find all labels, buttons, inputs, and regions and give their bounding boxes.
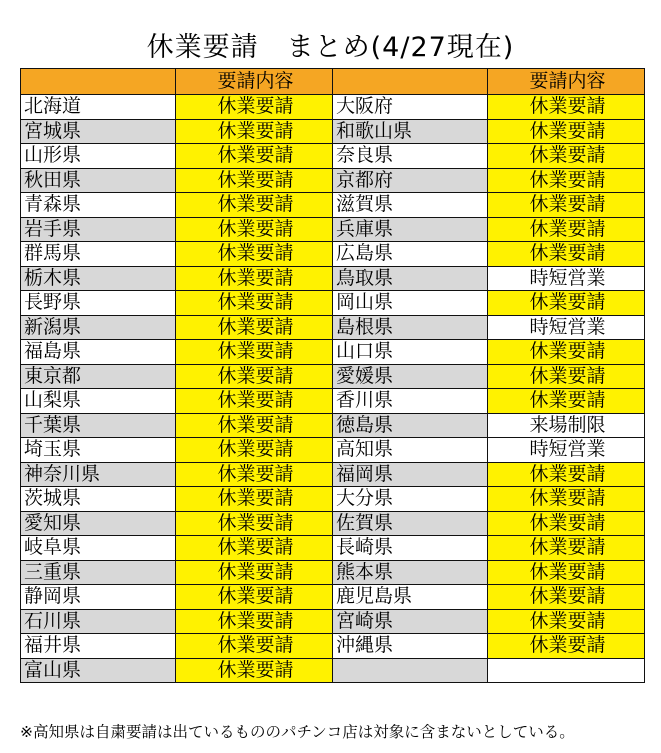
left-prefecture-cell: 長野県 <box>21 291 176 316</box>
table-row <box>21 340 645 365</box>
right-prefecture-cell: 鹿児島県 <box>333 585 488 610</box>
left-prefecture-cell: 山梨県 <box>21 389 176 414</box>
right-request-cell: 時短営業 <box>488 266 645 291</box>
left-request-cell: 休業要請 <box>176 242 333 267</box>
right-request-cell <box>488 658 645 683</box>
left-prefecture-cell: 福井県 <box>21 634 176 659</box>
right-prefecture-cell: 大阪府 <box>333 95 488 120</box>
left-request-cell: 休業要請 <box>176 585 333 610</box>
right-prefecture-cell: 佐賀県 <box>333 511 488 536</box>
right-request-cell: 休業要請 <box>488 609 645 634</box>
right-request-cell: 休業要請 <box>488 634 645 659</box>
left-prefecture-cell: 宮城県 <box>21 119 176 144</box>
table-row <box>21 266 645 291</box>
right-request-cell: 休業要請 <box>488 560 645 585</box>
left-request-cell: 休業要請 <box>176 193 333 218</box>
left-prefecture-cell: 三重県 <box>21 560 176 585</box>
left-request-cell: 休業要請 <box>176 364 333 389</box>
left-request-cell: 休業要請 <box>176 291 333 316</box>
right-request-cell: 休業要請 <box>488 168 645 193</box>
left-request-cell: 休業要請 <box>176 340 333 365</box>
right-prefecture-cell: 長崎県 <box>333 536 488 561</box>
left-request-cell: 休業要請 <box>176 266 333 291</box>
table-row <box>21 168 645 193</box>
right-prefecture-cell: 香川県 <box>333 389 488 414</box>
left-prefecture-cell: 栃木県 <box>21 266 176 291</box>
left-prefecture-cell: 北海道 <box>21 95 176 120</box>
header-right-prefecture <box>333 69 488 95</box>
left-request-cell: 休業要請 <box>176 389 333 414</box>
left-prefecture-cell: 茨城県 <box>21 487 176 512</box>
table-row <box>21 291 645 316</box>
left-request-cell: 休業要請 <box>176 560 333 585</box>
right-request-cell: 休業要請 <box>488 242 645 267</box>
right-request-cell: 休業要請 <box>488 536 645 561</box>
left-request-cell: 休業要請 <box>176 634 333 659</box>
table-row <box>21 487 645 512</box>
footnote: ※高知県は自粛要請は出ているもののパチンコ店は対象に含まないとしている。 <box>20 723 575 741</box>
right-request-cell: 時短営業 <box>488 438 645 463</box>
left-prefecture-cell: 岩手県 <box>21 217 176 242</box>
left-prefecture-cell: 山形県 <box>21 144 176 169</box>
left-prefecture-cell: 岐阜県 <box>21 536 176 561</box>
left-prefecture-cell: 神奈川県 <box>21 462 176 487</box>
right-prefecture-cell: 兵庫県 <box>333 217 488 242</box>
header-left-prefecture <box>21 69 176 95</box>
left-prefecture-cell: 石川県 <box>21 609 176 634</box>
left-request-cell: 休業要請 <box>176 95 333 120</box>
left-request-cell: 休業要請 <box>176 511 333 536</box>
left-prefecture-cell: 福島県 <box>21 340 176 365</box>
right-request-cell: 休業要請 <box>488 511 645 536</box>
left-request-cell: 休業要請 <box>176 487 333 512</box>
right-request-cell: 休業要請 <box>488 144 645 169</box>
left-request-cell: 休業要請 <box>176 658 333 683</box>
right-request-cell: 時短営業 <box>488 315 645 340</box>
right-prefecture-cell: 愛媛県 <box>333 364 488 389</box>
right-request-cell: 休業要請 <box>488 119 645 144</box>
left-prefecture-cell: 新潟県 <box>21 315 176 340</box>
table-row <box>21 413 645 438</box>
left-prefecture-cell: 東京都 <box>21 364 176 389</box>
table-row <box>21 364 645 389</box>
right-request-cell: 休業要請 <box>488 193 645 218</box>
table-row <box>21 242 645 267</box>
left-prefecture-cell: 群馬県 <box>21 242 176 267</box>
left-prefecture-cell: 千葉県 <box>21 413 176 438</box>
table-row <box>21 438 645 463</box>
right-request-cell: 休業要請 <box>488 389 645 414</box>
table-row <box>21 119 645 144</box>
table-row <box>21 609 645 634</box>
left-prefecture-cell: 埼玉県 <box>21 438 176 463</box>
left-prefecture-cell: 愛知県 <box>21 511 176 536</box>
right-prefecture-cell: 広島県 <box>333 242 488 267</box>
table-row <box>21 634 645 659</box>
left-prefecture-cell: 青森県 <box>21 193 176 218</box>
right-request-cell: 休業要請 <box>488 585 645 610</box>
table-row <box>21 95 645 120</box>
right-prefecture-cell: 奈良県 <box>333 144 488 169</box>
header-right-request: 要請内容 <box>488 69 645 95</box>
right-request-cell: 来場制限 <box>488 413 645 438</box>
left-request-cell: 休業要請 <box>176 462 333 487</box>
right-prefecture-cell: 島根県 <box>333 315 488 340</box>
right-prefecture-cell: 山口県 <box>333 340 488 365</box>
table-row <box>21 560 645 585</box>
left-prefecture-cell: 秋田県 <box>21 168 176 193</box>
right-prefecture-cell: 福岡県 <box>333 462 488 487</box>
right-prefecture-cell: 滋賀県 <box>333 193 488 218</box>
right-prefecture-cell: 熊本県 <box>333 560 488 585</box>
table-row <box>21 462 645 487</box>
right-request-cell: 休業要請 <box>488 487 645 512</box>
table-row <box>21 217 645 242</box>
left-request-cell: 休業要請 <box>176 144 333 169</box>
right-request-cell: 休業要請 <box>488 340 645 365</box>
table-row <box>21 144 645 169</box>
right-prefecture-cell: 和歌山県 <box>333 119 488 144</box>
header-left-request: 要請内容 <box>176 69 333 95</box>
left-request-cell: 休業要請 <box>176 315 333 340</box>
table-row <box>21 511 645 536</box>
left-request-cell: 休業要請 <box>176 536 333 561</box>
left-request-cell: 休業要請 <box>176 119 333 144</box>
table-row <box>21 315 645 340</box>
left-request-cell: 休業要請 <box>176 168 333 193</box>
right-prefecture-cell: 鳥取県 <box>333 266 488 291</box>
right-prefecture-cell: 岡山県 <box>333 291 488 316</box>
right-request-cell: 休業要請 <box>488 291 645 316</box>
right-prefecture-cell: 京都府 <box>333 168 488 193</box>
table-row <box>21 193 645 218</box>
left-request-cell: 休業要請 <box>176 217 333 242</box>
right-request-cell: 休業要請 <box>488 217 645 242</box>
table-header-row <box>21 69 645 95</box>
right-prefecture-cell: 沖縄県 <box>333 634 488 659</box>
left-request-cell: 休業要請 <box>176 438 333 463</box>
left-prefecture-cell: 富山県 <box>21 658 176 683</box>
table-row <box>21 585 645 610</box>
left-prefecture-cell: 静岡県 <box>21 585 176 610</box>
right-prefecture-cell: 宮崎県 <box>333 609 488 634</box>
right-request-cell: 休業要請 <box>488 364 645 389</box>
table-row <box>21 658 645 683</box>
table-row <box>21 536 645 561</box>
right-request-cell: 休業要請 <box>488 95 645 120</box>
table-row <box>21 389 645 414</box>
right-prefecture-cell: 高知県 <box>333 438 488 463</box>
request-table <box>20 68 645 683</box>
right-prefecture-cell: 徳島県 <box>333 413 488 438</box>
right-request-cell: 休業要請 <box>488 462 645 487</box>
right-prefecture-cell: 大分県 <box>333 487 488 512</box>
left-request-cell: 休業要請 <box>176 413 333 438</box>
page-title: 休業要請 まとめ(4/27現在) <box>146 32 515 63</box>
left-request-cell: 休業要請 <box>176 609 333 634</box>
right-prefecture-cell <box>333 658 488 683</box>
